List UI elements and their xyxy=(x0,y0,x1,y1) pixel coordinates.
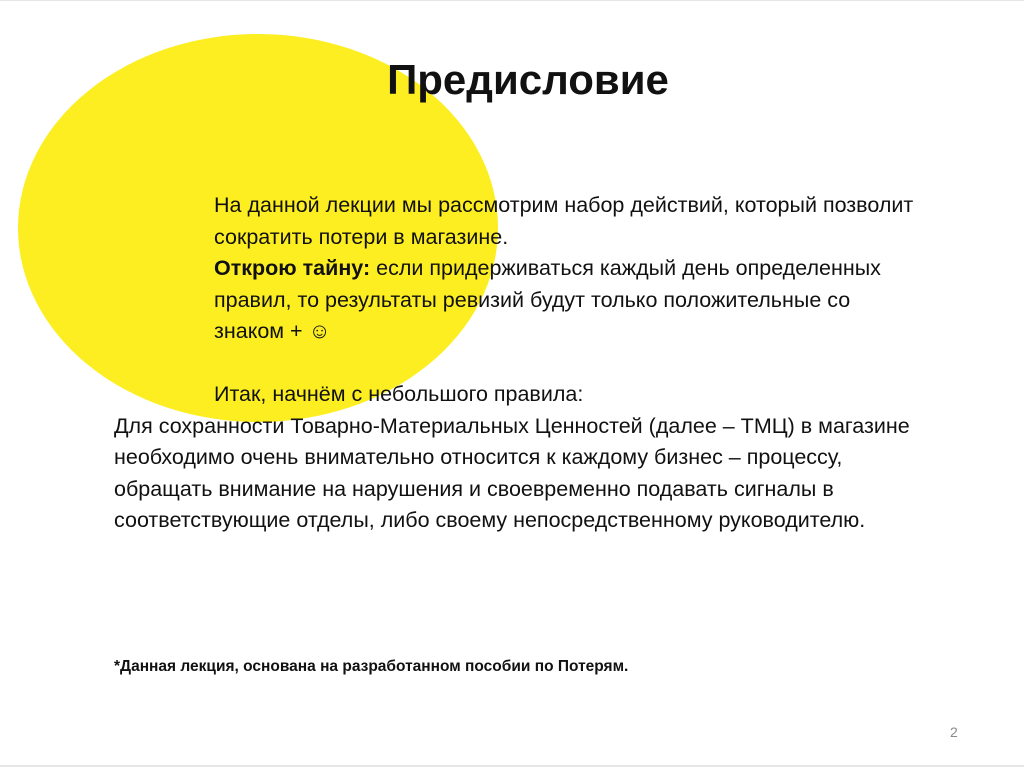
rule-paragraph: Для сохранности Товарно-Материальных Ценностей (далее – ТМЦ) в магазине необходимо очень внимательно относится к каждому бизнес – процессу, обращать внимание на нарушения и своевременно подавать сигналы в соответствующие отделы, либо своему непосредственному руководителю. xyxy=(114,413,910,532)
intro-paragraph: На данной лекции мы рассмотрим набор действий, который позволит сократить потери в магазине. xyxy=(214,193,914,249)
secret-paragraph xyxy=(114,253,914,348)
footnote: *Данная лекция, основана на разработанном пособии по Потерям. xyxy=(114,658,629,675)
secret-label: Открою тайну: xyxy=(214,256,371,280)
secret-text: если придерживаться каждый день определенных правил, то результаты ревизий будут только положительные со знаком + ☺ xyxy=(214,256,881,343)
paragraph-spacer xyxy=(114,348,914,380)
page-number: 2 xyxy=(950,724,958,740)
slide-body xyxy=(114,190,914,537)
top-divider xyxy=(0,0,1024,1)
rule-intro: Итак, начнём с небольшого правила: xyxy=(214,382,584,406)
slide-title: Предисловие xyxy=(387,56,669,103)
